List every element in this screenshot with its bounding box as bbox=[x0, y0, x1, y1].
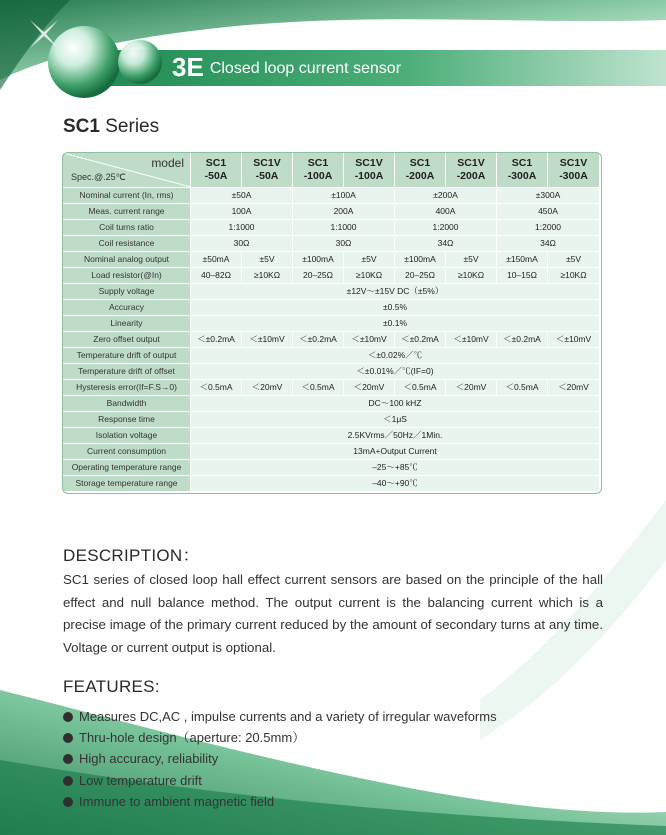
table-cell: 1:2000 bbox=[497, 220, 600, 236]
table-row bbox=[63, 268, 600, 284]
table-cell: –40～+90℃ bbox=[191, 476, 600, 492]
header-title bbox=[172, 52, 401, 83]
table-cell: ＜±0.2mA bbox=[293, 332, 344, 348]
row-label: Hysteresis error(If=F.S→0) bbox=[63, 380, 191, 396]
table-cell: 1:1000 bbox=[293, 220, 395, 236]
row-label: Nominal analog output bbox=[63, 252, 191, 268]
row-label: Linearity bbox=[63, 316, 191, 332]
corner-spec-label: Spec.@.25℃ bbox=[71, 172, 126, 182]
table-cell: ±0.5% bbox=[191, 300, 600, 316]
table-cell: ±100mA bbox=[395, 252, 446, 268]
model-rating: -200A bbox=[405, 170, 435, 182]
table-cell: ≥10KΩ bbox=[446, 268, 497, 284]
row-label: Meas. current range bbox=[63, 204, 191, 220]
table-cell: 30Ω bbox=[191, 236, 293, 252]
feature-text: Immune to ambient magnetic field bbox=[79, 793, 275, 809]
table-cell: ＜±0.2mA bbox=[497, 332, 548, 348]
table-cell: ＜±10mV bbox=[344, 332, 395, 348]
table-row bbox=[63, 188, 600, 204]
model-name: SC1 bbox=[307, 157, 329, 169]
table-cell: 13mA+Output Current bbox=[191, 444, 600, 460]
table-cell: 2.5KVrms／50Hz／1Min. bbox=[191, 428, 600, 444]
table-row bbox=[63, 476, 600, 492]
description-heading: DESCRIPTION： bbox=[63, 546, 200, 565]
table-cell: ＜0.5mA bbox=[395, 380, 446, 396]
table-cell: –25～+85℃ bbox=[191, 460, 600, 476]
feature-text: Low temperature drift bbox=[79, 772, 202, 788]
series-word: Series bbox=[105, 116, 160, 137]
model-name: SC1 bbox=[409, 157, 431, 169]
table-row bbox=[63, 412, 600, 428]
bullet-icon bbox=[63, 797, 73, 807]
row-label: Coil turns ratio bbox=[63, 220, 191, 236]
table-cell: 100A bbox=[191, 204, 293, 220]
feature-text: Measures DC,AC , impulse currents and a variety of irregular waveforms bbox=[79, 709, 497, 724]
table-cell: ±5V bbox=[548, 252, 600, 268]
row-label: Zero offset output bbox=[63, 332, 191, 348]
table-row bbox=[63, 380, 600, 396]
row-label: Nominal current (In, rms) bbox=[63, 188, 191, 204]
feature-item bbox=[63, 770, 623, 791]
table-cell: ≥10KΩ bbox=[344, 268, 395, 284]
table-cell: ±100mA bbox=[293, 252, 344, 268]
table-cell: ±12V～±15V DC（±5%） bbox=[191, 284, 600, 300]
table-cell: ＜20mV bbox=[446, 380, 497, 396]
table-cell: ＜1μS bbox=[191, 412, 600, 428]
table-row bbox=[63, 332, 600, 348]
model-header-cell bbox=[446, 153, 497, 188]
table-row bbox=[63, 460, 600, 476]
table-cell: 30Ω bbox=[293, 236, 395, 252]
features-list bbox=[63, 706, 623, 812]
model-header-cell bbox=[293, 153, 344, 188]
spec-table bbox=[63, 153, 600, 492]
row-label: Temperature drift of offset bbox=[63, 364, 191, 380]
table-row bbox=[63, 364, 600, 380]
table-cell: ±300A bbox=[497, 188, 600, 204]
table-cell: ＜±10mV bbox=[548, 332, 600, 348]
model-header-cell bbox=[548, 153, 600, 188]
table-cell: 200A bbox=[293, 204, 395, 220]
table-cell: ＜±10mV bbox=[446, 332, 497, 348]
model-rating: -300A bbox=[559, 170, 588, 182]
model-rating: -50A bbox=[255, 170, 279, 182]
table-row bbox=[63, 284, 600, 300]
header-prefix: 3E bbox=[172, 52, 204, 82]
model-header-cell bbox=[497, 153, 548, 188]
model-name: SC1V bbox=[355, 157, 383, 169]
table-cell: ＜20mV bbox=[344, 380, 395, 396]
table-row bbox=[63, 348, 600, 364]
feature-text: Thru-hole design（aperture: 20.5mm） bbox=[79, 730, 306, 746]
row-label: Load resistor(@In) bbox=[63, 268, 191, 284]
model-rating: -300A bbox=[507, 170, 537, 182]
table-corner-cell bbox=[63, 153, 191, 188]
table-cell: ＜0.5mA bbox=[191, 380, 242, 396]
model-name: SC1V bbox=[559, 157, 588, 169]
table-cell: ±50A bbox=[191, 188, 293, 204]
series-code: SC1 bbox=[63, 116, 100, 137]
table-cell: DC～100 kHZ bbox=[191, 396, 600, 412]
feature-item bbox=[63, 748, 623, 769]
features-heading: FEATURES: bbox=[63, 677, 160, 696]
table-cell: ±100A bbox=[293, 188, 395, 204]
corner-model-label: model bbox=[151, 156, 184, 170]
table-cell: ±0.1% bbox=[191, 316, 600, 332]
model-header-cell bbox=[191, 153, 242, 188]
header-title-text: Closed loop current sensor bbox=[209, 60, 402, 77]
table-cell: ＜±0.01%／℃(IF=0) bbox=[191, 364, 600, 380]
table-cell: 450A bbox=[497, 204, 600, 220]
table-cell: ＜±0.02%／℃ bbox=[191, 348, 600, 364]
bullet-icon bbox=[63, 712, 73, 722]
feature-text: High accuracy, reliability bbox=[79, 751, 219, 767]
table-cell: ≥10KΩ bbox=[548, 268, 600, 284]
row-label: Response time bbox=[63, 412, 191, 428]
table-header-row bbox=[63, 153, 600, 188]
model-name: SC1V bbox=[457, 157, 485, 169]
row-label: Operating temperature range bbox=[63, 460, 191, 476]
model-header-cell bbox=[395, 153, 446, 188]
table-row bbox=[63, 252, 600, 268]
row-label: Temperature drift of output bbox=[63, 348, 191, 364]
table-cell: 400A bbox=[395, 204, 497, 220]
description-text: SC1 series of closed loop hall effect current sensors are based on the principle of the hall effect and null balance method. The output current is the balancing current which is a precise image of the primary current reduced by the amount of secondary turns at any time. Voltage or current output is optional. bbox=[63, 572, 603, 655]
bullet-icon bbox=[63, 754, 73, 764]
table-cell: ±5V bbox=[242, 252, 293, 268]
table-row bbox=[63, 428, 600, 444]
table-cell: 20–25Ω bbox=[293, 268, 344, 284]
table-cell: 20–25Ω bbox=[395, 268, 446, 284]
table-cell: ±200A bbox=[395, 188, 497, 204]
row-label: Coil resistance bbox=[63, 236, 191, 252]
table-row bbox=[63, 236, 600, 252]
series-title bbox=[63, 116, 159, 138]
feature-item bbox=[63, 791, 623, 812]
table-cell: ±150mA bbox=[497, 252, 548, 268]
table-row bbox=[63, 316, 600, 332]
table-cell: 34Ω bbox=[497, 236, 600, 252]
bullet-icon bbox=[63, 776, 73, 786]
model-name: SC1V bbox=[253, 157, 281, 169]
table-row bbox=[63, 204, 600, 220]
table-cell: ±50mA bbox=[191, 252, 242, 268]
table-row bbox=[63, 396, 600, 412]
row-label: Storage temperature range bbox=[63, 476, 191, 492]
table-cell: ＜20mV bbox=[548, 380, 600, 396]
table-cell: 40–82Ω bbox=[191, 268, 242, 284]
table-cell: ＜±10mV bbox=[242, 332, 293, 348]
table-row bbox=[63, 220, 600, 236]
table-cell: ＜20mV bbox=[242, 380, 293, 396]
model-name: SC1 bbox=[205, 157, 227, 169]
table-cell: ±5V bbox=[446, 252, 497, 268]
table-cell: 1:1000 bbox=[191, 220, 293, 236]
table-cell: ＜±0.2mA bbox=[191, 332, 242, 348]
model-rating: -200A bbox=[456, 170, 486, 182]
table-cell: 34Ω bbox=[395, 236, 497, 252]
model-rating: -50A bbox=[204, 170, 228, 182]
table-cell: ＜0.5mA bbox=[497, 380, 548, 396]
table-cell: ≥10KΩ bbox=[242, 268, 293, 284]
model-name: SC1 bbox=[511, 157, 533, 169]
model-rating: -100A bbox=[303, 170, 333, 182]
table-cell: 1:2000 bbox=[395, 220, 497, 236]
row-label: Supply voltage bbox=[63, 284, 191, 300]
bullet-icon bbox=[63, 733, 73, 743]
row-label: Accuracy bbox=[63, 300, 191, 316]
table-cell: 10–15Ω bbox=[497, 268, 548, 284]
table-row bbox=[63, 444, 600, 460]
table-cell: ＜0.5mA bbox=[293, 380, 344, 396]
row-label: Current consumption bbox=[63, 444, 191, 460]
feature-item bbox=[63, 727, 623, 748]
table-row bbox=[63, 300, 600, 316]
model-header-cell bbox=[344, 153, 395, 188]
model-header-cell bbox=[242, 153, 293, 188]
table-cell: ±5V bbox=[344, 252, 395, 268]
row-label: Isolation voltage bbox=[63, 428, 191, 444]
model-rating: -100A bbox=[354, 170, 384, 182]
table-cell: ＜±0.2mA bbox=[395, 332, 446, 348]
feature-item bbox=[63, 706, 623, 727]
row-label: Bandwidth bbox=[63, 396, 191, 412]
